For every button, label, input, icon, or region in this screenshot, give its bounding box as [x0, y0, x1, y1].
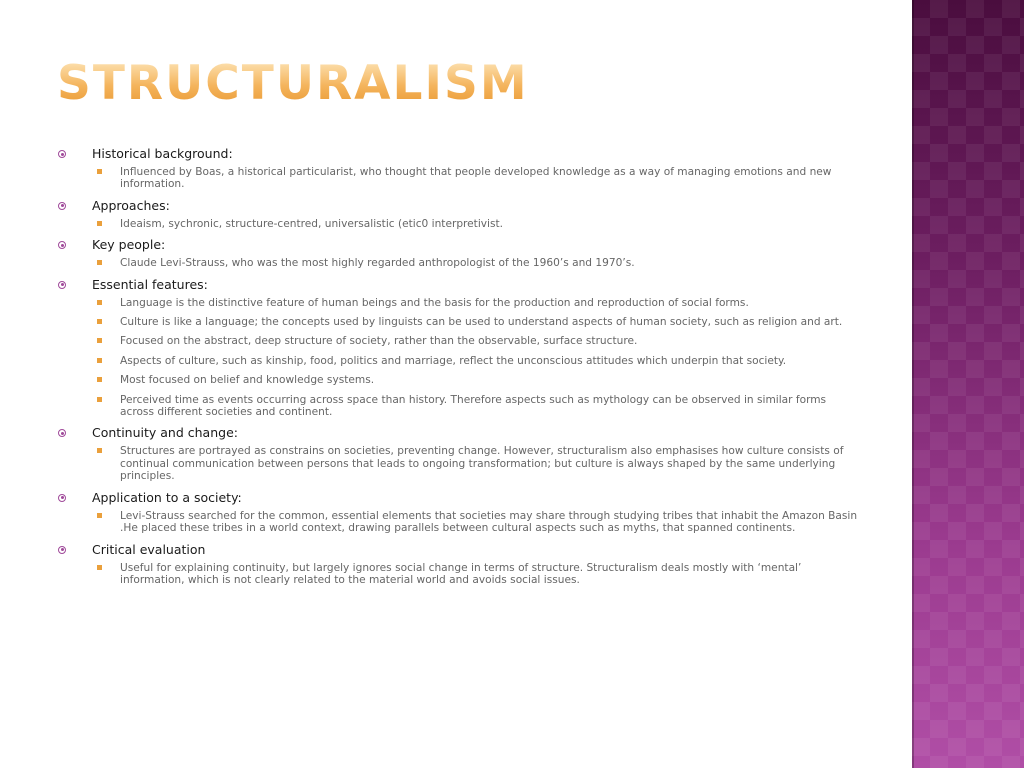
- diamond-pattern: [912, 0, 1024, 768]
- square-bullet-icon: [97, 513, 102, 518]
- sub-bullet-item: [58, 257, 858, 269]
- circle-bullet-icon: [58, 546, 66, 554]
- section-heading-text: Approaches:: [92, 197, 170, 213]
- sub-bullet-item: [58, 218, 858, 230]
- section-1: [58, 146, 858, 191]
- sub-bullet-text: Focused on the abstract, deep structure of society, rather than the observable, surface structure.: [120, 335, 638, 348]
- sub-bullet-text: Influenced by Boas, a historical particularist, who thought that people developed knowledge as a way of managing emotions and new information.: [120, 166, 832, 191]
- section-heading-text: Application to a society:: [92, 489, 242, 505]
- section-heading-text: Continuity and change:: [92, 425, 238, 441]
- sub-bullet-text: Language is the distinctive feature of human beings and the basis for the production and reproduction of social forms.: [120, 296, 749, 309]
- section-heading-text: Key people:: [92, 237, 166, 253]
- slide-title: STRUCTURALISM: [57, 56, 529, 111]
- section-5: [58, 425, 858, 482]
- sub-bullet-item: [58, 355, 858, 367]
- sub-bullet-list: [58, 510, 858, 535]
- section-6: [58, 490, 858, 535]
- section-3: [58, 237, 858, 269]
- sub-bullet-list: [58, 218, 858, 230]
- square-bullet-icon: [97, 448, 102, 453]
- circle-bullet-icon: [58, 241, 66, 249]
- decorative-sidebar: [912, 0, 1024, 768]
- sub-bullet-item: [58, 297, 858, 309]
- section-heading: [58, 198, 858, 214]
- square-bullet-icon: [97, 260, 102, 265]
- square-bullet-icon: [97, 319, 102, 324]
- sub-bullet-item: [58, 374, 858, 386]
- circle-bullet-icon: [58, 281, 66, 289]
- sub-bullet-item: [58, 335, 858, 347]
- square-bullet-icon: [97, 397, 102, 402]
- sub-bullet-list: [58, 445, 858, 482]
- square-bullet-icon: [97, 377, 102, 382]
- circle-bullet-icon: [58, 494, 66, 502]
- sub-bullet-list: [58, 166, 858, 191]
- sub-bullet-text: Useful for explaining continuity, but largely ignores social change in terms of structure. Structuralism deals mostly with ‘mental’ information, which is not clearly related to the material world and avoids social issues.: [120, 561, 802, 586]
- section-heading-text: Critical evaluation: [92, 541, 206, 557]
- sub-bullet-text: Perceived time as events occurring across space than history. Therefore aspects such as mythology can be observed in similar forms across different societies and continent.: [120, 393, 827, 419]
- section-4: [58, 277, 858, 419]
- circle-bullet-icon: [58, 429, 66, 437]
- circle-bullet-icon: [58, 150, 66, 158]
- sub-bullet-text: Structures are portrayed as constrains on societies, preventing change. However, structuralism also emphasises how culture consists of continual communication between persons that leads to ongoing transformation; but culture is always shaped by the same underlying principles.: [120, 445, 844, 483]
- section-7: [58, 542, 858, 587]
- section-2: [58, 198, 858, 230]
- sub-bullet-item: [58, 166, 858, 191]
- sub-bullet-text: Aspects of culture, such as kinship, food, politics and marriage, reflect the unconscious attitudes which underpin that society.: [120, 354, 787, 367]
- section-heading-text: Essential features:: [92, 276, 208, 292]
- section-heading: [58, 277, 858, 293]
- slide-content: [58, 146, 858, 593]
- section-heading: [58, 425, 858, 441]
- square-bullet-icon: [97, 338, 102, 343]
- section-heading: [58, 490, 858, 506]
- section-heading-text: Historical background:: [92, 146, 233, 161]
- sub-bullet-item: [58, 510, 858, 535]
- square-bullet-icon: [97, 358, 102, 363]
- square-bullet-icon: [97, 565, 102, 570]
- sub-bullet-text: Levi-Strauss searched for the common, essential elements that societies may share through studying tribes that inhabit the Amazon Basin .He placed these tribes in a world context, drawing parallels between cultural aspects such as myths, that spanned continents.: [120, 509, 858, 535]
- sub-bullet-list: [58, 562, 858, 587]
- sub-bullet-item: [58, 394, 858, 419]
- section-heading: [58, 542, 858, 558]
- sub-bullet-list: [58, 297, 858, 419]
- section-heading: [58, 237, 858, 253]
- sub-bullet-text: Culture is like a language; the concepts used by linguists can be used to understand aspects of human society, such as religion and art.: [120, 316, 843, 329]
- sub-bullet-text: Claude Levi-Strauss, who was the most highly regarded anthropologist of the 1960’s and 1970’s.: [120, 257, 635, 270]
- sub-bullet-list: [58, 257, 858, 269]
- sub-bullet-text: Ideaism, sychronic, structure-centred, universalistic (etic0 interpretivist.: [120, 217, 504, 230]
- sub-bullet-item: [58, 316, 858, 328]
- sub-bullet-item: [58, 445, 858, 482]
- square-bullet-icon: [97, 300, 102, 305]
- circle-bullet-icon: [58, 202, 66, 210]
- square-bullet-icon: [97, 221, 102, 226]
- sub-bullet-item: [58, 562, 858, 587]
- square-bullet-icon: [97, 169, 102, 174]
- sidebar-edge: [912, 0, 914, 768]
- section-heading: [58, 146, 858, 162]
- sub-bullet-text: Most focused on belief and knowledge systems.: [120, 374, 375, 387]
